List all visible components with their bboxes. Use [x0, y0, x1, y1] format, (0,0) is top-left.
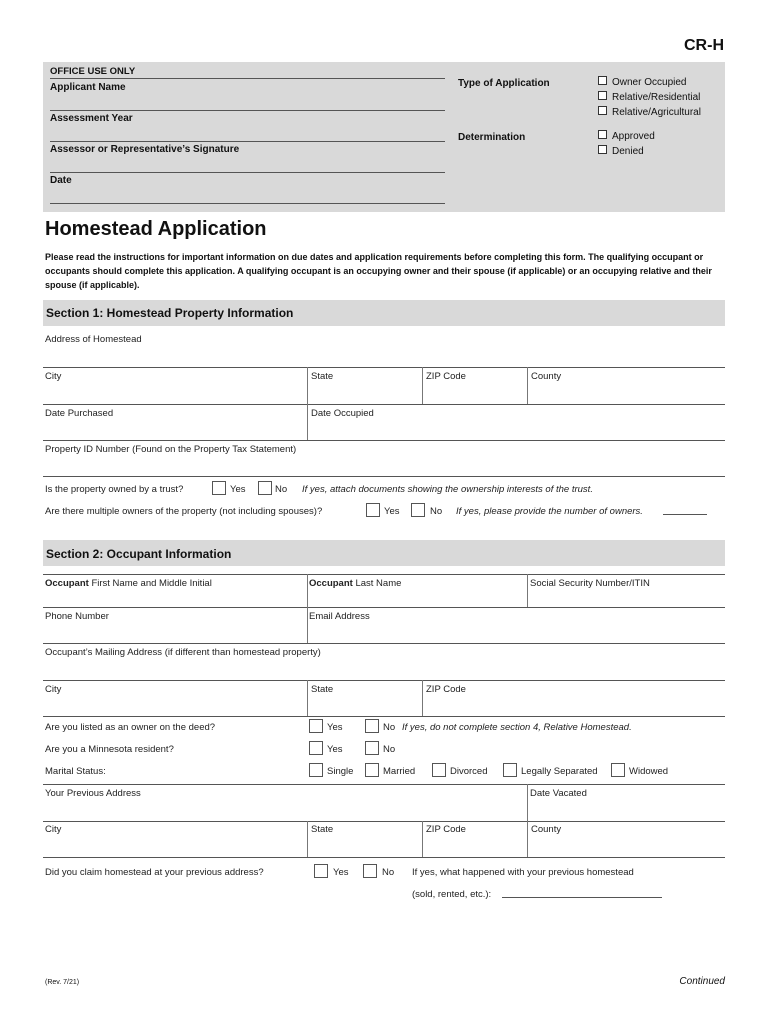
trust-yes-label: Yes	[230, 484, 246, 495]
property-id-label: Property ID Number (Found on the Property Tax Statement)	[45, 444, 297, 455]
address-label: Address of Homestead	[45, 334, 142, 345]
first-name-label: Occupant First Name and Middle Initial	[45, 578, 212, 589]
trust-question: Is the property owned by a trust?	[45, 484, 184, 495]
married-label: Married	[383, 766, 416, 777]
form-code: CR-H	[684, 37, 724, 54]
divorced-label: Divorced	[450, 766, 488, 777]
resident-no-checkbox[interactable]	[365, 741, 379, 755]
email-label: Email Address	[309, 611, 370, 622]
owners-count-line[interactable]	[663, 514, 707, 515]
phone-label: Phone Number	[45, 611, 109, 622]
owner-occupied-label: Owner Occupied	[612, 77, 687, 88]
previous-zip-label: ZIP Code	[426, 824, 466, 835]
marital-status-label: Marital Status:	[45, 766, 106, 777]
address-line[interactable]	[43, 367, 725, 368]
continued-label: Continued	[679, 976, 725, 987]
assessment-year-line[interactable]	[50, 141, 445, 142]
previous-claim-question: Did you claim homestead at your previous address?	[45, 867, 264, 878]
mailing-city-line[interactable]	[43, 716, 725, 717]
resident-no-label: No	[383, 744, 396, 755]
owner-deed-no-checkbox[interactable]	[365, 719, 379, 733]
office-use-heading: OFFICE USE ONLY	[50, 66, 136, 77]
previous-address-label: Your Previous Address	[45, 788, 141, 799]
county-label: County	[531, 371, 562, 382]
mailing-zip-label: ZIP Code	[426, 684, 466, 695]
owner-occupied-checkbox[interactable]	[598, 76, 607, 85]
assessment-year-label: Assessment Year	[50, 113, 133, 124]
previous-city-label: City	[45, 824, 62, 835]
mailing-address-line[interactable]	[43, 680, 725, 681]
previous-claim-yes-label: Yes	[333, 867, 349, 878]
intro-text: Please read the instructions for important information on due dates and application requirements before completing this form. The qualifying occupant or occupants should complete this application. A qualifying occupant is an occupying owner and their spouse (if applicable) or an occupying relative and their spouse (if applicable).	[45, 252, 712, 290]
legally-separated-label: Legally Separated	[521, 766, 598, 777]
applicant-name-label: Applicant Name	[50, 82, 126, 93]
previous-city-divider	[307, 821, 308, 857]
date-line[interactable]	[50, 203, 445, 204]
section1-title: Section 1: Homestead Property Information	[46, 306, 294, 320]
last-name-label: Occupant Last Name	[309, 578, 402, 589]
trust-yes-checkbox[interactable]	[212, 481, 226, 495]
previous-city-line[interactable]	[43, 857, 725, 858]
owners-yes-label: Yes	[384, 506, 400, 517]
zip-label: ZIP Code	[426, 371, 466, 382]
relative-residential-label: Relative/Residential	[612, 92, 701, 103]
mailing-state-label: State	[311, 684, 334, 695]
widowed-checkbox[interactable]	[611, 763, 625, 777]
revision-label: (Rev. 7/21)	[45, 979, 80, 986]
ssn-divider	[527, 574, 528, 607]
name-row-line[interactable]	[43, 607, 725, 608]
date-occupied-label: Date Occupied	[311, 408, 374, 419]
ssn-label: Social Security Number/ITIN	[530, 578, 650, 589]
previous-address-line[interactable]	[43, 821, 725, 822]
owner-deed-yes-checkbox[interactable]	[309, 719, 323, 733]
relative-residential-checkbox[interactable]	[598, 91, 607, 100]
trust-note: If yes, attach documents showing the ownership interests of the trust.	[302, 484, 593, 495]
owner-deed-note: If yes, do not complete section 4, Relative Homestead.	[402, 722, 632, 733]
date-purchased-label: Date Purchased	[45, 408, 114, 419]
owners-note: If yes, please provide the number of owners.	[456, 506, 643, 517]
owner-deed-question: Are you listed as an owner on the deed?	[45, 722, 216, 733]
previous-state-label: State	[311, 824, 334, 835]
resident-yes-label: Yes	[327, 744, 343, 755]
city-row-line[interactable]	[43, 404, 725, 405]
widowed-label: Widowed	[629, 766, 669, 777]
denied-checkbox[interactable]	[598, 145, 607, 154]
previous-zip-divider	[527, 821, 528, 857]
city-label: City	[45, 371, 62, 382]
city-divider	[307, 367, 308, 404]
relative-agricultural-checkbox[interactable]	[598, 106, 607, 115]
owners-yes-checkbox[interactable]	[366, 503, 380, 517]
trust-no-checkbox[interactable]	[258, 481, 272, 495]
resident-yes-checkbox[interactable]	[309, 741, 323, 755]
date-row-line[interactable]	[43, 440, 725, 441]
relative-agricultural-label: Relative/Agricultural	[612, 107, 701, 118]
previous-claim-no-label: No	[382, 867, 395, 878]
previous-claim-note: If yes, what happened with your previous homestead	[412, 867, 634, 878]
signature-line[interactable]	[50, 172, 445, 173]
owners-no-label: No	[430, 506, 443, 517]
office-top-line	[50, 78, 445, 79]
state-label: State	[311, 371, 334, 382]
date-divider	[307, 404, 308, 440]
divorced-checkbox[interactable]	[432, 763, 446, 777]
owner-deed-yes-label: Yes	[327, 722, 343, 733]
occupant-top-line	[43, 574, 725, 575]
owners-no-checkbox[interactable]	[411, 503, 425, 517]
mailing-city-divider	[307, 680, 308, 716]
vacated-divider	[527, 784, 528, 821]
mailing-state-divider	[422, 680, 423, 716]
name-divider	[307, 574, 308, 607]
determination-label: Determination	[458, 132, 526, 143]
married-checkbox[interactable]	[365, 763, 379, 777]
previous-claim-no-checkbox[interactable]	[363, 864, 377, 878]
applicant-name-line[interactable]	[50, 110, 445, 111]
approved-checkbox[interactable]	[598, 130, 607, 139]
approved-label: Approved	[612, 131, 655, 142]
previous-claim-yes-checkbox[interactable]	[314, 864, 328, 878]
denied-label: Denied	[612, 146, 644, 157]
property-id-line[interactable]	[43, 476, 725, 477]
zip-divider	[527, 367, 528, 404]
date-vacated-label: Date Vacated	[530, 788, 587, 799]
page-title: Homestead Application	[45, 218, 267, 240]
single-checkbox[interactable]	[309, 763, 323, 777]
legally-separated-checkbox[interactable]	[503, 763, 517, 777]
mailing-city-label: City	[45, 684, 62, 695]
mailing-address-label: Occupant’s Mailing Address (if different than homestead property)	[45, 647, 321, 658]
marital-row-line	[43, 784, 725, 785]
state-divider	[422, 367, 423, 404]
signature-label: Assessor or Representative’s Signature	[50, 144, 240, 155]
date-label: Date	[50, 175, 72, 186]
previous-claim-note-sold: (sold, rented, etc.):	[412, 889, 492, 900]
phone-row-line[interactable]	[43, 643, 725, 644]
owners-question: Are there multiple owners of the property (not including spouses)?	[45, 506, 323, 517]
owner-deed-no-label: No	[383, 722, 396, 733]
type-of-application-label: Type of Application	[458, 78, 550, 89]
previous-state-divider	[422, 821, 423, 857]
trust-no-label: No	[275, 484, 288, 495]
previous-county-label: County	[531, 824, 562, 835]
previous-claim-line[interactable]	[502, 897, 662, 898]
single-label: Single	[327, 766, 354, 777]
phone-divider	[307, 607, 308, 643]
resident-question: Are you a Minnesota resident?	[45, 744, 174, 755]
section2-title: Section 2: Occupant Information	[46, 547, 232, 561]
